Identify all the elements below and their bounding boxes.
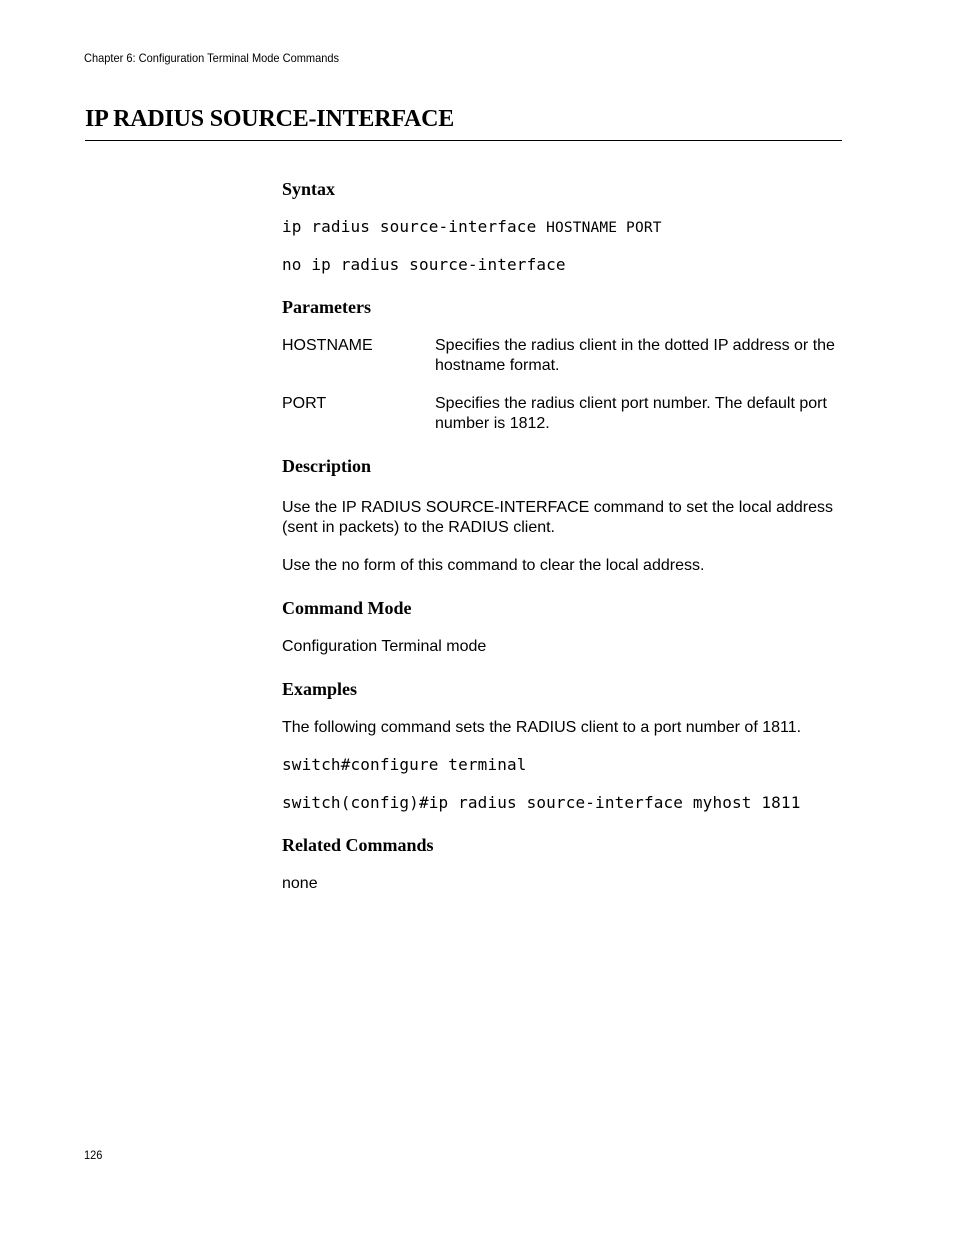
parameters-heading: Parameters <box>282 297 371 317</box>
command-mode-heading: Command Mode <box>282 598 412 618</box>
param-desc-port: Specifies the radius client port number. The default port number is 1812. <box>435 395 827 432</box>
page-title: IP RADIUS SOURCE-INTERFACE <box>85 106 455 132</box>
example-code-2: switch(config)#ip radius source-interface myhost 1811 <box>282 793 801 812</box>
examples-heading: Examples <box>282 679 358 699</box>
param-name-port: PORT <box>282 395 327 412</box>
command-mode-text: Configuration Terminal mode <box>282 638 487 655</box>
syntax-line-2: no ip radius source-interface <box>282 255 566 274</box>
syntax-arguments: HOSTNAME PORT <box>546 220 662 236</box>
description-para-1: Use the IP RADIUS SOURCE-INTERFACE command to set the local address (sent in packets) to the RADIUS client. <box>282 499 834 536</box>
syntax-line-1 <box>282 217 662 236</box>
syntax-command: ip radius source-interface <box>282 217 547 236</box>
related-commands-heading: Related Commands <box>282 835 434 855</box>
running-header: Chapter 6: Configuration Terminal Mode Commands <box>84 51 340 65</box>
param-desc-hostname: Specifies the radius client in the dotted IP address or the hostname format. <box>435 337 835 374</box>
example-code-1: switch#configure terminal <box>282 755 527 774</box>
page-number: 126 <box>84 1148 103 1162</box>
param-name-hostname: HOSTNAME <box>282 337 373 354</box>
description-heading: Description <box>282 456 371 476</box>
syntax-heading: Syntax <box>282 179 336 199</box>
related-commands-text: none <box>282 875 318 892</box>
title-rule <box>85 140 842 141</box>
examples-intro: The following command sets the RADIUS client to a port number of 1811. <box>282 719 802 736</box>
description-para-2: Use the no form of this command to clear the local address. <box>282 557 705 574</box>
